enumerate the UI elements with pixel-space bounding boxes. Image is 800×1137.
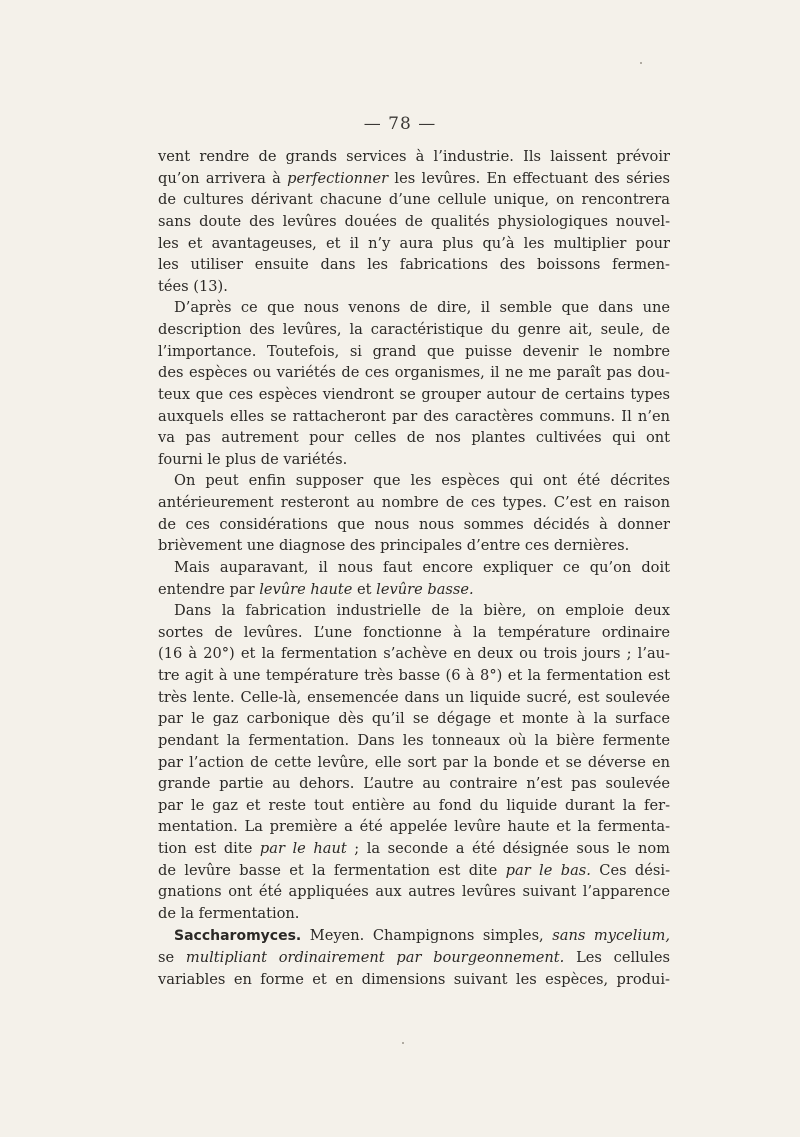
line-text: D’après ce que nous venons de dire, il semble que dans une <box>174 299 670 317</box>
line-text: vent rendre de grands services à l’industrie. Ils laissent prévoir <box>158 148 670 165</box>
text-line <box>158 687 670 709</box>
paper-speck <box>402 1042 404 1044</box>
line-text: tre agit à une température très basse (6 à 8°) et la fermentation est <box>158 667 670 684</box>
italic-text: perfectionner <box>287 169 389 187</box>
line-text: Mais auparavant, il nous faut encore expliquer ce qu’on doit <box>174 558 670 576</box>
line-text: variables en forme et en dimensions suivant les espèces, produi- <box>158 970 670 988</box>
text-line <box>158 535 670 557</box>
text-line <box>158 925 670 948</box>
text-line <box>158 860 670 882</box>
line-text: sans doute des levûres douées de qualités physiologiques nouvel- <box>158 212 670 230</box>
text-line <box>158 427 670 449</box>
line-text: sortes de levûres. L’une fonctionne à la température ordinaire <box>158 623 670 641</box>
italic-text: levûre basse. <box>376 580 474 598</box>
line-text: les levûres. En effectuant des séries <box>388 169 671 187</box>
text-line <box>158 341 670 363</box>
line-text: grande partie au dehors. L’autre au contraire n’est pas soulevée <box>158 775 670 793</box>
text-line <box>158 557 670 579</box>
line-text: auxquels elles se rattacheront par des caractères communs. Il n’en <box>158 407 670 425</box>
text-line <box>158 514 670 536</box>
line-text: antérieurement resteront au nombre de ces types. C’est en raison <box>158 494 670 511</box>
text-line <box>158 708 670 730</box>
line-text: par l’action de cette levûre, elle sort par la bonde et se déverse en <box>158 753 670 771</box>
text-line <box>158 622 670 644</box>
text-line <box>158 406 670 428</box>
line-text: va pas autrement pour celles de nos plantes cultivées qui ont <box>158 429 670 447</box>
line-text: brièvement une diagnose des principales d’entre ces dernières. <box>158 537 630 555</box>
text-line <box>158 730 670 752</box>
line-text: de la fermentation. <box>158 904 300 922</box>
text-line <box>158 969 670 991</box>
text-line <box>158 579 670 601</box>
italic-text: par le haut <box>259 840 347 857</box>
line-text: par le gaz carbonique dès qu’il se dégage et monte à la surface <box>158 710 670 728</box>
line-text: teux que ces espèces viendront se grouper autour de certains types <box>158 385 670 403</box>
italic-text: par le bas. <box>505 861 591 879</box>
text-line <box>158 319 670 341</box>
text-line <box>158 168 670 190</box>
text-line <box>158 189 670 211</box>
line-text: se <box>158 949 186 967</box>
text-line <box>158 665 670 687</box>
text-line <box>158 816 670 838</box>
line-text: l’importance. Toutefois, si grand que puisse devenir le nombre <box>158 342 670 360</box>
genus-heading: Saccharomyces. <box>174 927 302 944</box>
text-line <box>158 362 670 384</box>
paper-speck <box>640 62 642 64</box>
text-line <box>158 947 670 969</box>
text-line <box>158 881 670 903</box>
line-text: Meyen. Champignons simples, <box>301 926 553 944</box>
line-text: Ces dési- <box>590 861 670 879</box>
text-line <box>158 752 670 774</box>
line-text: de cultures dérivant chacune d’une cellule unique, on rencontrera <box>158 191 670 209</box>
text-line <box>158 146 670 168</box>
italic-text: multipliant ordinairement par bourgeonnement. <box>185 949 565 967</box>
text-line <box>158 254 670 276</box>
line-text: des espèces ou variétés de ces organismes, il ne me paraît pas dou- <box>158 364 670 382</box>
line-text: mentation. La première a été appelée levûre haute et la fermenta- <box>158 818 670 836</box>
line-text: et <box>352 580 377 598</box>
text-line <box>158 449 670 471</box>
text-line <box>158 384 670 406</box>
line-text: les et avantageuses, et il n’y aura plus qu’à les multiplier pour <box>158 234 670 252</box>
text-column <box>158 146 670 990</box>
line-text: Les cellules <box>564 949 670 967</box>
line-text: fourni le plus de variétés. <box>158 450 348 468</box>
line-text: description des levûres, la caractéristique du genre ait, seule, de <box>158 321 670 338</box>
text-line <box>158 211 670 233</box>
line-text: ; la seconde a été désignée sous le nom <box>346 840 670 857</box>
line-text: (16 à 20°) et la fermentation s’achève en deux ou trois jours ; l’au- <box>158 645 670 663</box>
text-line <box>158 795 670 817</box>
line-text: de ces considérations que nous nous sommes décidés à donner <box>158 515 670 533</box>
line-text: Dans la fabrication industrielle de la bière, on emploie deux <box>174 602 670 620</box>
line-text: les utiliser ensuite dans les fabrications des boissons fermen- <box>158 256 670 274</box>
line-text: pendant la fermentation. Dans les tonneaux où la bière fermente <box>158 731 670 749</box>
text-line <box>158 470 670 492</box>
text-line <box>158 838 670 860</box>
line-text: qu’on arrivera à <box>158 169 288 187</box>
line-text: tées (13). <box>158 277 228 295</box>
page-number: — 78 — <box>363 114 437 134</box>
line-text: de levûre basse et la fermentation est dite <box>158 861 506 879</box>
line-text: On peut enfin supposer que les espèces qui ont été décrites <box>174 472 670 490</box>
text-line <box>158 903 670 925</box>
line-text: tion est dite <box>158 840 260 857</box>
line-text: entendre par <box>158 580 260 598</box>
text-line <box>158 773 670 795</box>
text-line <box>158 643 670 665</box>
text-line <box>158 297 670 319</box>
line-text: très lente. Celle-là, ensemencée dans un liquide sucré, est soulevée <box>158 688 670 706</box>
text-line <box>158 492 670 514</box>
text-line <box>158 276 670 298</box>
italic-text: sans mycelium, <box>552 926 670 944</box>
text-line <box>158 233 670 255</box>
line-text: gnations ont été appliquées aux autres levûres suivant l’apparence <box>158 883 670 901</box>
line-text: par le gaz et reste tout entière au fond du liquide durant la fer- <box>158 796 670 814</box>
text-line <box>158 600 670 622</box>
italic-text: levûre haute <box>259 580 353 598</box>
